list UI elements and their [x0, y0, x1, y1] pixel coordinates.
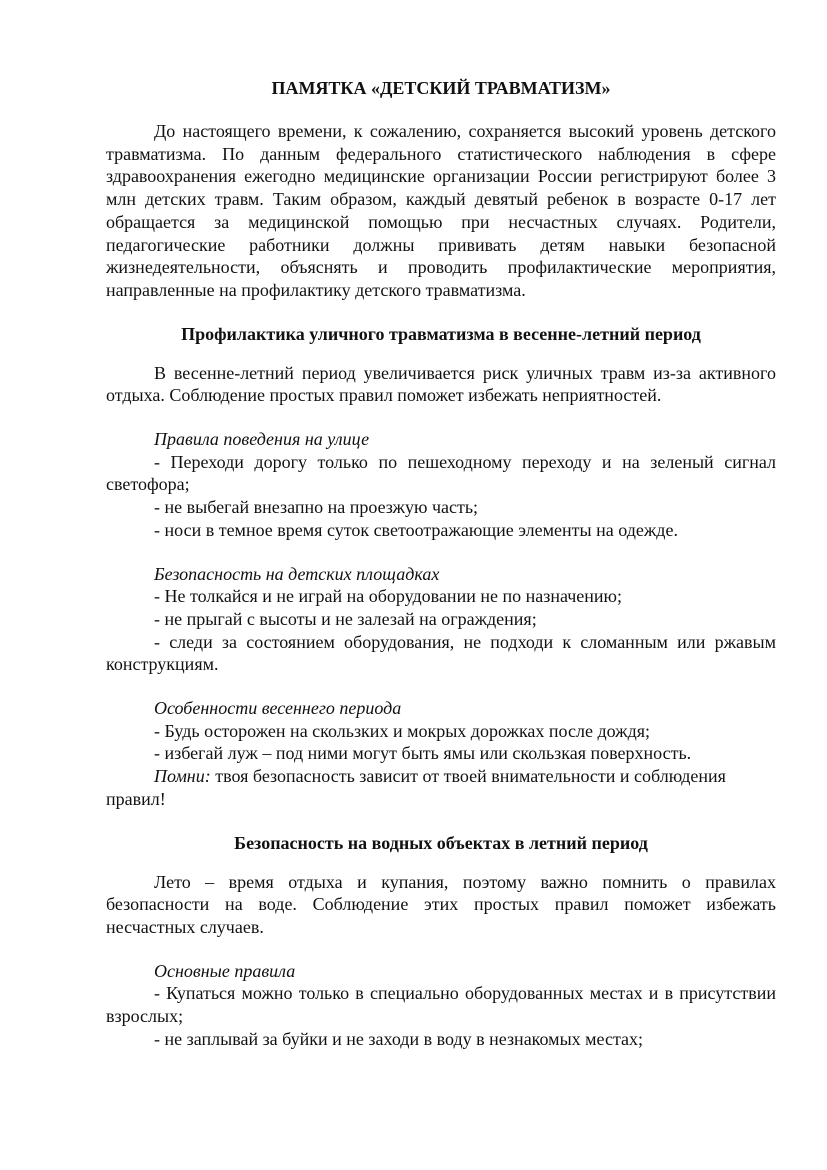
section2-paragraph: Лето – время отдыха и купания, поэтому важно помнить о правилах безопасности на воде. Соблюдение этих простых правил поможет избежать несчастных случаев. [106, 871, 776, 937]
water-rules-subtitle: Основные правила [154, 960, 296, 981]
remember-text: твоя безопасность зависит от твоей внимательности и соблюдения правил! [106, 766, 726, 809]
street-rule-item: - не выбегай внезапно на проезжую часть; [154, 497, 479, 518]
remember-label: Помни: [154, 766, 211, 787]
spring-subtitle: Особенности весеннего периода [154, 698, 402, 719]
playground-rule-item: - Не толкайся и не играй на оборудовании не по назначению; [154, 586, 622, 607]
water-rule-item: - не заплывай за буйки и не заходи в воду в незнакомых местах; [154, 1028, 644, 1049]
playground-subtitle: Безопасность на детских площадках [154, 563, 440, 584]
section2-heading: Безопасность на водных объектах в летний период [234, 832, 648, 853]
street-rules-subtitle: Правила поведения на улице [154, 429, 370, 450]
intro-paragraph: До настоящего времени, к сожалению, сохраняется высокий уровень детского травматизма. По данным федерального статистического наблюдения в сфере здравоохранения ежегодно медицинские организации России регистрируют более 3 млн детских травм. Таким образом, каждый девятый ребенок в возрасте 0-17 лет обращается за медицинской помощью при несчастных случаях. Родители, педагогические работники должны прививать детям навыки безопасной жизнедеятельности, объяснять и проводить профилактические мероприятия, направленные на профилактику детского травматизма. [106, 121, 776, 300]
document-title: ПАМЯТКА «ДЕТСКИЙ ТРАВМАТИЗМ» [271, 78, 611, 98]
water-rule-item: - Купаться можно только в специально оборудованных местах и в присутствии взрослых; [106, 983, 776, 1027]
remember-note [106, 765, 776, 810]
spring-rule-item: - Будь осторожен на скользких и мокрых дорожках после дождя; [154, 720, 651, 741]
playground-rule-item: - следи за состоянием оборудования, не подходи к сломанным или ржавым конструкциям. [106, 631, 776, 675]
section1-heading: Профилактика уличного травматизма в весенне-летний период [181, 323, 701, 344]
street-rule-item: - Переходи дорогу только по пешеходному переходу и на зеленый сигнал светофора; [106, 451, 776, 495]
playground-rule-item: - не прыгай с высоты и не залезай на ограждения; [154, 608, 537, 629]
street-rule-item: - носи в темное время суток светоотражающие элементы на одежде. [154, 519, 678, 540]
document-page [106, 76, 776, 1051]
spring-rule-item: - избегай луж – под ними могут быть ямы или скользкая поверхность. [154, 743, 692, 764]
section1-paragraph: В весенне-летний период увеличивается риск уличных травм из-за активного отдыха. Соблюдение простых правил поможет избежать неприятностей. [106, 362, 776, 406]
